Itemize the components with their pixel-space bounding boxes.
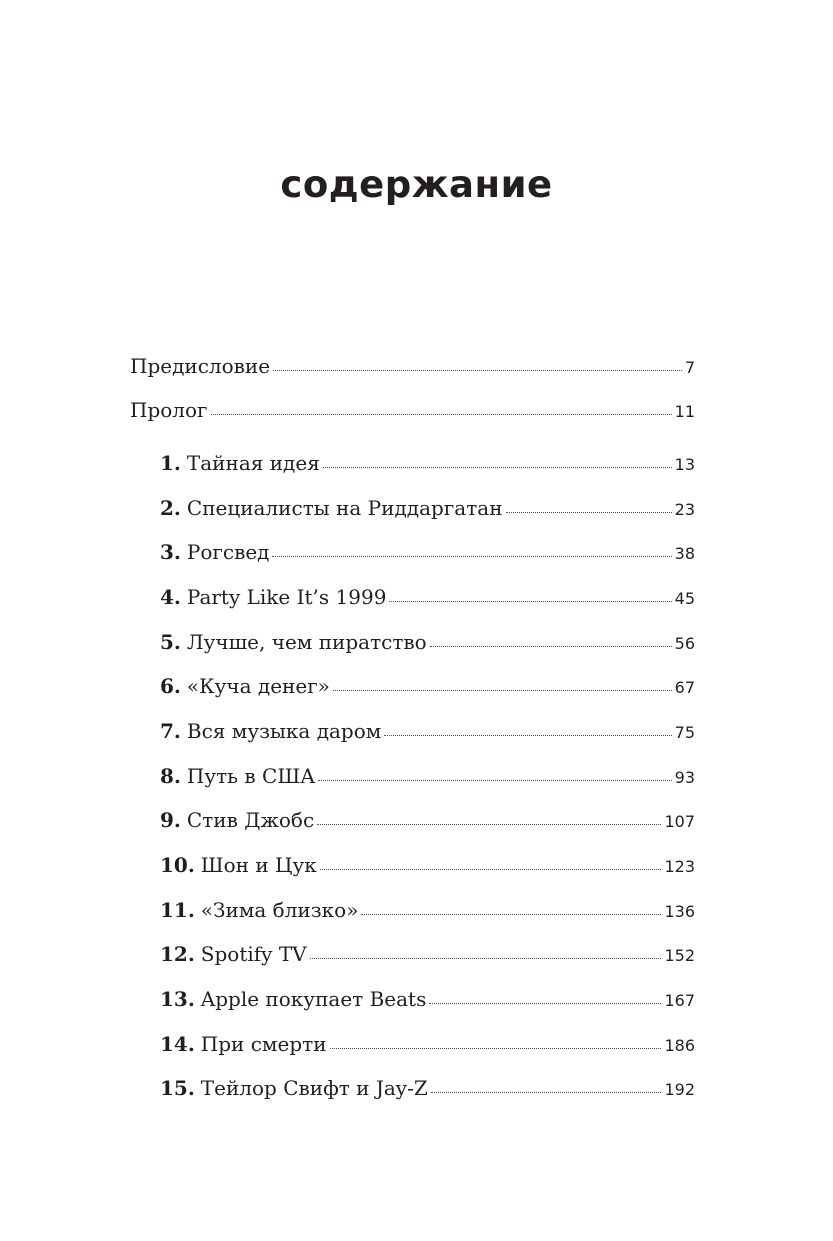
dot-leader <box>333 689 672 691</box>
chapter-number: 6. <box>160 674 181 698</box>
dot-leader <box>361 913 661 915</box>
page-title: содержание <box>280 163 553 206</box>
toc-entry-chapter-4[interactable] <box>160 582 695 612</box>
toc-entry-title: Тайная идея <box>186 451 320 475</box>
dot-leader <box>310 957 662 959</box>
toc-entry-title: Предисловие <box>130 354 271 378</box>
toc-entry-chapter-6[interactable] <box>160 671 695 701</box>
toc-entry-chapter-12[interactable] <box>160 939 695 969</box>
toc-entry-title: «Куча денег» <box>186 674 330 698</box>
toc-entry-page: 75 <box>674 723 695 742</box>
toc-entry-chapter-13[interactable] <box>160 984 695 1014</box>
toc-entry-page: 56 <box>674 634 695 653</box>
chapter-number: 12. <box>160 942 195 966</box>
chapter-number: 4. <box>160 585 181 609</box>
toc-entry-chapter-7[interactable] <box>160 716 695 746</box>
toc-entry-chapter-11[interactable] <box>160 895 695 925</box>
toc-entry-title: Вся музыка даром <box>186 719 382 743</box>
toc-entry-page: 93 <box>674 768 695 787</box>
toc-entry-chapter-1[interactable] <box>160 448 695 478</box>
dot-leader <box>318 779 671 781</box>
toc-entry-preface[interactable] <box>130 351 695 381</box>
toc-entry-page: 38 <box>674 544 695 563</box>
toc-entry-chapter-15[interactable] <box>160 1073 695 1103</box>
toc-entry-chapter-2[interactable] <box>160 493 695 523</box>
chapter-number: 2. <box>160 496 181 520</box>
toc-entry-page: 23 <box>674 500 695 519</box>
chapter-number: 11. <box>160 898 195 922</box>
chapter-number: 14. <box>160 1032 195 1056</box>
dot-leader <box>320 868 662 870</box>
toc-entry-chapter-8[interactable] <box>160 761 695 791</box>
toc-entry-title: Специалисты на Риддаргатан <box>186 496 503 520</box>
chapter-number: 13. <box>160 987 195 1011</box>
dot-leader <box>273 369 682 371</box>
dot-leader <box>272 555 671 557</box>
dot-leader <box>323 466 672 468</box>
toc-entry-page: 192 <box>664 1080 695 1099</box>
chapter-number: 8. <box>160 764 181 788</box>
toc-entry-chapter-3[interactable] <box>160 537 695 567</box>
toc-entry-page: 67 <box>674 678 695 697</box>
toc-entry-page: 186 <box>664 1036 695 1055</box>
dot-leader <box>389 600 671 602</box>
toc-entry-page: 136 <box>664 902 695 921</box>
toc-entry-page: 7 <box>684 358 695 377</box>
toc-entry-title: Пролог <box>130 398 208 422</box>
toc-entry-title: Путь в США <box>186 764 316 788</box>
dot-leader <box>330 1047 662 1049</box>
chapter-number: 7. <box>160 719 181 743</box>
toc-entry-prologue[interactable] <box>130 395 695 425</box>
toc-entry-title: Шон и Цук <box>200 853 317 877</box>
dot-leader <box>211 413 672 415</box>
toc-entry-page: 123 <box>664 857 695 876</box>
toc-entry-title: Тейлор Свифт и Jay-Z <box>200 1076 428 1100</box>
toc-entry-page: 167 <box>664 991 695 1010</box>
toc-entry-chapter-10[interactable] <box>160 850 695 880</box>
chapter-number: 15. <box>160 1076 195 1100</box>
toc-entry-title: Стив Джобс <box>186 808 315 832</box>
dot-leader <box>431 1091 662 1093</box>
dot-leader <box>317 823 661 825</box>
toc-entry-title: «Зима близко» <box>200 898 359 922</box>
toc-entry-title: Рогсвед <box>186 540 270 564</box>
dot-leader <box>429 1002 661 1004</box>
toc-entry-page: 11 <box>674 402 695 421</box>
toc-entry-page: 152 <box>664 946 695 965</box>
chapter-number: 10. <box>160 853 195 877</box>
toc-entry-title: Party Like It’s 1999 <box>186 585 387 609</box>
toc-entry-title: Spotify TV <box>200 942 307 966</box>
chapter-number: 9. <box>160 808 181 832</box>
toc-entry-chapter-5[interactable] <box>160 627 695 657</box>
dot-leader <box>430 645 672 647</box>
chapter-number: 5. <box>160 630 181 654</box>
toc-entry-page: 45 <box>674 589 695 608</box>
dot-leader <box>506 511 672 513</box>
chapter-number: 3. <box>160 540 181 564</box>
toc-entry-page: 107 <box>664 812 695 831</box>
toc-entry-page: 13 <box>674 455 695 474</box>
dot-leader <box>384 734 671 736</box>
toc-entry-title: При смерти <box>200 1032 327 1056</box>
chapter-number: 1. <box>160 451 181 475</box>
toc-entry-title: Лучше, чем пиратство <box>186 630 427 654</box>
toc-entry-chapter-9[interactable] <box>160 805 695 835</box>
toc-entry-chapter-14[interactable] <box>160 1029 695 1059</box>
toc-entry-title: Apple покупает Beats <box>200 987 427 1011</box>
